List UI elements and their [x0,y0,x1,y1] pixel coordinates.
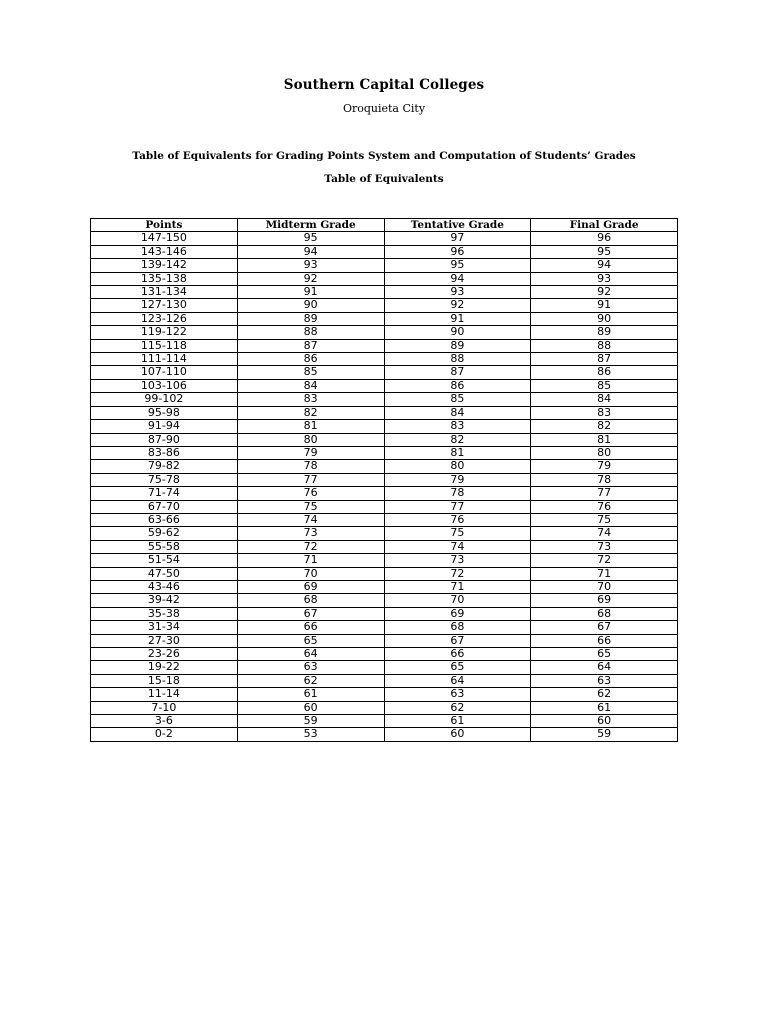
table-row [91,567,678,580]
final-grade-cell: 94 [531,259,678,272]
final-grade-cell: 87 [531,353,678,366]
table-row [91,379,678,392]
midterm-grade-cell: 59 [237,715,384,728]
final-grade-cell: 80 [531,446,678,459]
tentative-grade-cell: 94 [384,272,531,285]
tentative-grade-cell: 63 [384,688,531,701]
table-row [91,661,678,674]
points-cell: 87-90 [91,433,238,446]
points-cell: 67-70 [91,500,238,513]
tentative-grade-cell: 78 [384,487,531,500]
table-row [91,527,678,540]
table-row [91,648,678,661]
table-row [91,487,678,500]
table-row [91,728,678,741]
table-row [91,513,678,526]
midterm-grade-cell: 87 [237,339,384,352]
midterm-grade-cell: 70 [237,567,384,580]
midterm-grade-cell: 88 [237,326,384,339]
tentative-grade-cell: 61 [384,715,531,728]
table-row [91,326,678,339]
points-cell: 135-138 [91,272,238,285]
table-row [91,688,678,701]
tentative-grade-cell: 76 [384,513,531,526]
midterm-grade-cell: 95 [237,232,384,245]
final-grade-cell: 77 [531,487,678,500]
points-cell: 51-54 [91,554,238,567]
tentative-grade-cell: 89 [384,339,531,352]
final-grade-cell: 71 [531,567,678,580]
column-header-midterm-grade: Midterm Grade [237,219,384,232]
midterm-grade-cell: 85 [237,366,384,379]
points-cell: 47-50 [91,567,238,580]
points-cell: 19-22 [91,661,238,674]
final-grade-cell: 63 [531,674,678,687]
table-row [91,353,678,366]
column-header-points: Points [91,219,238,232]
points-cell: 63-66 [91,513,238,526]
points-cell: 79-82 [91,460,238,473]
tentative-grade-cell: 68 [384,621,531,634]
points-cell: 0-2 [91,728,238,741]
points-cell: 123-126 [91,312,238,325]
table-row [91,406,678,419]
midterm-grade-cell: 91 [237,286,384,299]
points-cell: 59-62 [91,527,238,540]
tentative-grade-cell: 72 [384,567,531,580]
points-cell: 147-150 [91,232,238,245]
final-grade-cell: 88 [531,339,678,352]
points-cell: 83-86 [91,446,238,459]
final-grade-cell: 72 [531,554,678,567]
midterm-grade-cell: 66 [237,621,384,634]
points-cell: 3-6 [91,715,238,728]
document-title: Southern Capital Colleges [283,77,485,93]
midterm-grade-cell: 80 [237,433,384,446]
table-row [91,272,678,285]
midterm-grade-cell: 65 [237,634,384,647]
column-header-tentative-grade: Tentative Grade [384,219,531,232]
tentative-grade-cell: 74 [384,540,531,553]
tentative-grade-cell: 91 [384,312,531,325]
tentative-grade-cell: 97 [384,232,531,245]
equivalents-table [90,218,678,742]
midterm-grade-cell: 94 [237,245,384,258]
tentative-grade-cell: 88 [384,353,531,366]
tentative-grade-cell: 67 [384,634,531,647]
points-cell: 23-26 [91,648,238,661]
tentative-grade-cell: 69 [384,607,531,620]
table-row [91,460,678,473]
points-cell: 107-110 [91,366,238,379]
midterm-grade-cell: 89 [237,312,384,325]
tentative-grade-cell: 84 [384,406,531,419]
table-header-row [91,219,678,232]
table-row [91,420,678,433]
final-grade-cell: 76 [531,500,678,513]
midterm-grade-cell: 74 [237,513,384,526]
points-cell: 119-122 [91,326,238,339]
points-cell: 143-146 [91,245,238,258]
tentative-grade-cell: 77 [384,500,531,513]
points-cell: 103-106 [91,379,238,392]
table-body [91,232,678,741]
final-grade-cell: 64 [531,661,678,674]
final-grade-cell: 93 [531,272,678,285]
table-row [91,715,678,728]
points-cell: 127-130 [91,299,238,312]
midterm-grade-cell: 72 [237,540,384,553]
table-row [91,446,678,459]
table-row [91,674,678,687]
table-row [91,580,678,593]
midterm-grade-cell: 79 [237,446,384,459]
table-row [91,259,678,272]
table-row [91,299,678,312]
final-grade-cell: 69 [531,594,678,607]
tentative-grade-cell: 85 [384,393,531,406]
midterm-grade-cell: 60 [237,701,384,714]
midterm-grade-cell: 67 [237,607,384,620]
final-grade-cell: 92 [531,286,678,299]
tentative-grade-cell: 90 [384,326,531,339]
final-grade-cell: 65 [531,648,678,661]
table-row [91,594,678,607]
final-grade-cell: 89 [531,326,678,339]
column-header-final-grade: Final Grade [531,219,678,232]
tentative-grade-cell: 62 [384,701,531,714]
table-row [91,286,678,299]
table-row [91,339,678,352]
midterm-grade-cell: 84 [237,379,384,392]
table-heading: Table of Equivalents for Grading Points System and Computation of Students’ Grades [132,150,636,162]
midterm-grade-cell: 73 [237,527,384,540]
midterm-grade-cell: 62 [237,674,384,687]
midterm-grade-cell: 69 [237,580,384,593]
midterm-grade-cell: 75 [237,500,384,513]
final-grade-cell: 91 [531,299,678,312]
final-grade-cell: 74 [531,527,678,540]
midterm-grade-cell: 61 [237,688,384,701]
table-row [91,634,678,647]
final-grade-cell: 95 [531,245,678,258]
table-row [91,701,678,714]
table-row [91,366,678,379]
table-row [91,500,678,513]
midterm-grade-cell: 64 [237,648,384,661]
midterm-grade-cell: 81 [237,420,384,433]
midterm-grade-cell: 77 [237,473,384,486]
tentative-grade-cell: 82 [384,433,531,446]
table-row [91,540,678,553]
tentative-grade-cell: 70 [384,594,531,607]
midterm-grade-cell: 78 [237,460,384,473]
final-grade-cell: 70 [531,580,678,593]
final-grade-cell: 59 [531,728,678,741]
final-grade-cell: 90 [531,312,678,325]
final-grade-cell: 75 [531,513,678,526]
midterm-grade-cell: 92 [237,272,384,285]
table-row [91,554,678,567]
points-cell: 111-114 [91,353,238,366]
points-cell: 15-18 [91,674,238,687]
points-cell: 55-58 [91,540,238,553]
final-grade-cell: 83 [531,406,678,419]
tentative-grade-cell: 87 [384,366,531,379]
tentative-grade-cell: 64 [384,674,531,687]
tentative-grade-cell: 96 [384,245,531,258]
midterm-grade-cell: 76 [237,487,384,500]
table-row [91,607,678,620]
midterm-grade-cell: 63 [237,661,384,674]
tentative-grade-cell: 60 [384,728,531,741]
points-cell: 11-14 [91,688,238,701]
tentative-grade-cell: 75 [384,527,531,540]
tentative-grade-cell: 95 [384,259,531,272]
points-cell: 35-38 [91,607,238,620]
midterm-grade-cell: 86 [237,353,384,366]
points-cell: 115-118 [91,339,238,352]
points-cell: 99-102 [91,393,238,406]
points-cell: 75-78 [91,473,238,486]
final-grade-cell: 62 [531,688,678,701]
tentative-grade-cell: 92 [384,299,531,312]
points-cell: 71-74 [91,487,238,500]
points-cell: 7-10 [91,701,238,714]
midterm-grade-cell: 82 [237,406,384,419]
points-cell: 95-98 [91,406,238,419]
points-cell: 91-94 [91,420,238,433]
points-cell: 131-134 [91,286,238,299]
tentative-grade-cell: 93 [384,286,531,299]
final-grade-cell: 82 [531,420,678,433]
table-row [91,232,678,245]
midterm-grade-cell: 90 [237,299,384,312]
tentative-grade-cell: 80 [384,460,531,473]
midterm-grade-cell: 53 [237,728,384,741]
tentative-grade-cell: 73 [384,554,531,567]
midterm-grade-cell: 68 [237,594,384,607]
tentative-grade-cell: 81 [384,446,531,459]
document-subtitle: Oroquieta City [342,102,426,115]
tentative-grade-cell: 83 [384,420,531,433]
table-row [91,621,678,634]
tentative-grade-cell: 79 [384,473,531,486]
final-grade-cell: 60 [531,715,678,728]
table-row [91,393,678,406]
tentative-grade-cell: 86 [384,379,531,392]
midterm-grade-cell: 83 [237,393,384,406]
final-grade-cell: 67 [531,621,678,634]
final-grade-cell: 81 [531,433,678,446]
points-cell: 31-34 [91,621,238,634]
midterm-grade-cell: 93 [237,259,384,272]
final-grade-cell: 86 [531,366,678,379]
points-cell: 27-30 [91,634,238,647]
final-grade-cell: 66 [531,634,678,647]
table-row [91,245,678,258]
table-row [91,433,678,446]
tentative-grade-cell: 65 [384,661,531,674]
table-row [91,312,678,325]
tentative-grade-cell: 66 [384,648,531,661]
final-grade-cell: 78 [531,473,678,486]
final-grade-cell: 85 [531,379,678,392]
final-grade-cell: 79 [531,460,678,473]
table-row [91,473,678,486]
final-grade-cell: 68 [531,607,678,620]
final-grade-cell: 61 [531,701,678,714]
points-cell: 39-42 [91,594,238,607]
points-cell: 139-142 [91,259,238,272]
final-grade-cell: 73 [531,540,678,553]
final-grade-cell: 96 [531,232,678,245]
midterm-grade-cell: 71 [237,554,384,567]
points-cell: 43-46 [91,580,238,593]
table-subheading: Table of Equivalents [324,173,444,185]
tentative-grade-cell: 71 [384,580,531,593]
final-grade-cell: 84 [531,393,678,406]
